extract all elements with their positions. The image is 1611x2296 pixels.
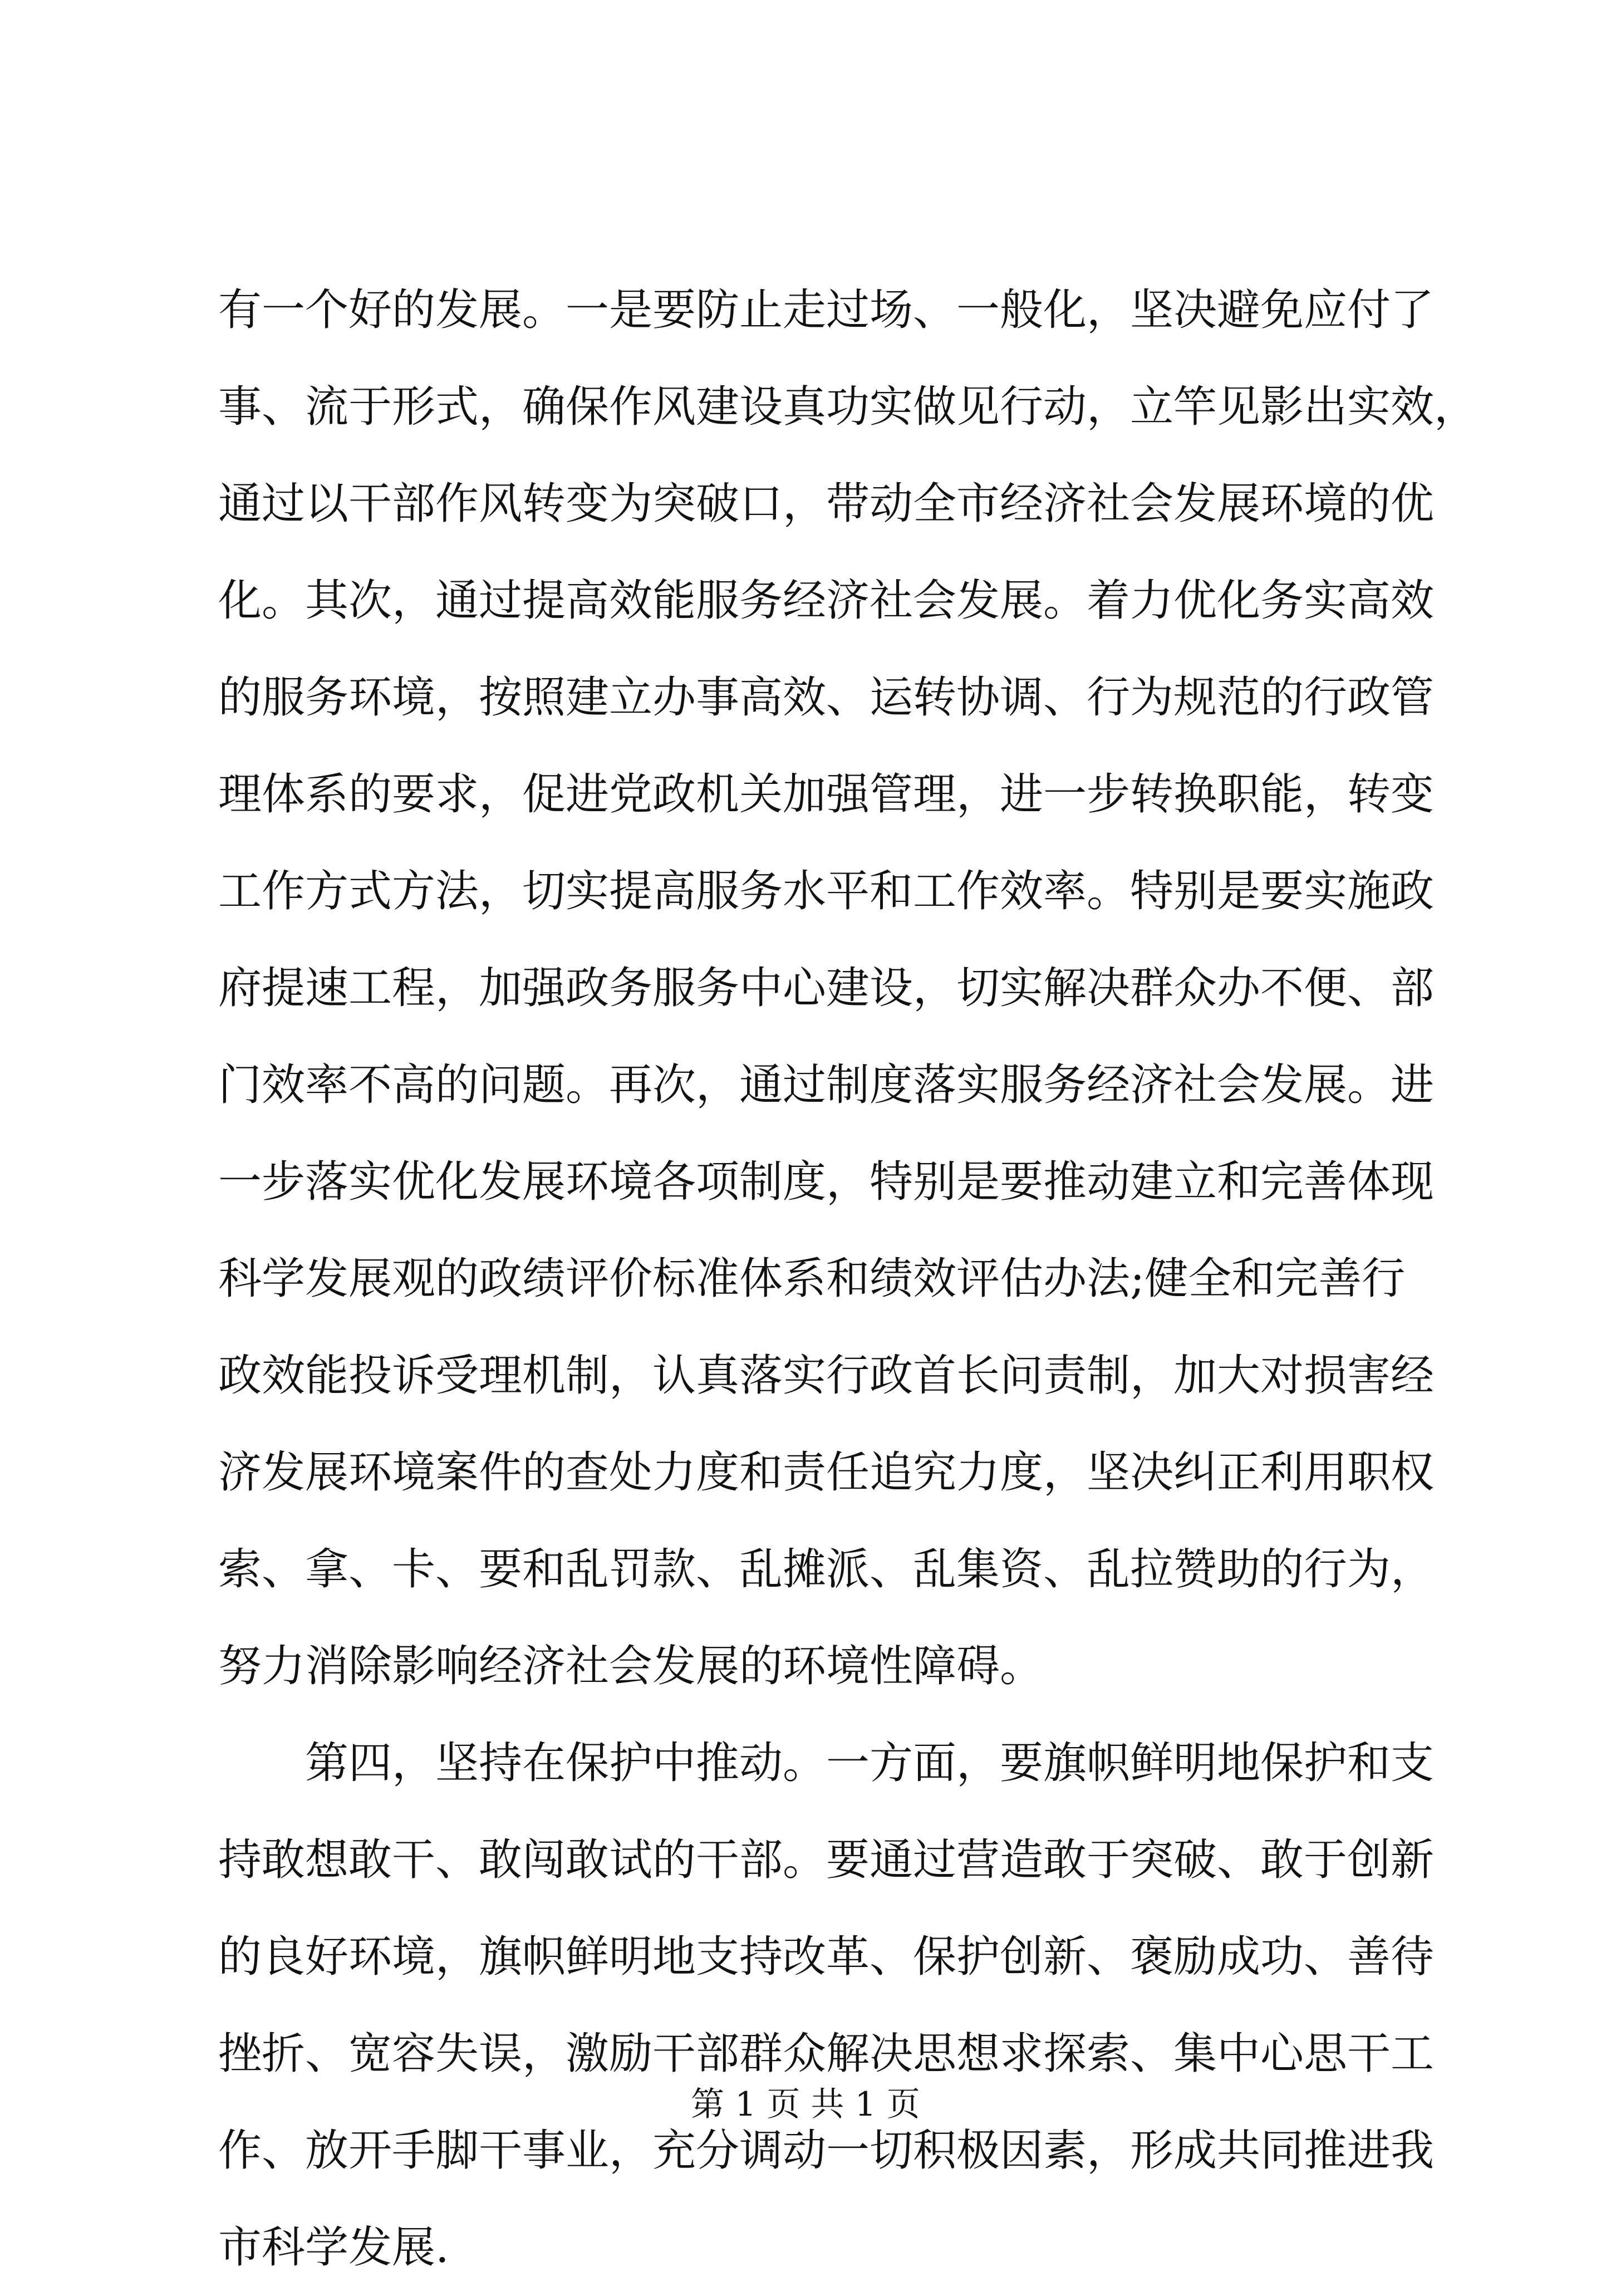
text-line: 济发展环境案件的查处力度和责任追究力度，坚决纠正利用职权 xyxy=(218,1448,1435,1498)
document-body xyxy=(218,262,1478,2296)
page-footer: 第 1 页 共 1 页 xyxy=(691,2085,920,2124)
text-line: 第四，坚持在保护中推动。一方面，要旗帜鲜明地保护和支 xyxy=(305,1738,1435,1788)
text-line: 持敢想敢干、敢闯敢试的干部。要通过营造敢于突破、敢于创新 xyxy=(218,1835,1435,1885)
text-line: 府提速工程，加强政务服务中心建设，切实解决群众办不便、部 xyxy=(218,963,1435,1013)
text-line: 努力消除影响经济社会发展的环境性障碍。 xyxy=(218,1641,1044,1691)
text-line: 作、放开手脚干事业，充分调动一切积极因素，形成共同推进我 xyxy=(218,2126,1435,2176)
text-line: 挫折、宽容失误，激励干部群众解决思想求探索、集中心思干工 xyxy=(218,2029,1435,2079)
text-line: 门效率不高的问题。再次，通过制度落实服务经济社会发展。进 xyxy=(218,1060,1435,1110)
text-line: 市科学发展. xyxy=(218,2223,449,2273)
text-line: 的良好环境，旗帜鲜明地支持改革、保护创新、褒励成功、善待 xyxy=(218,1932,1435,1982)
text-line: 化。其次，通过提高效能服务经济社会发展。着力优化务实高效 xyxy=(218,576,1435,626)
text-line: 政效能投诉受理机制，认真落实行政首长问责制，加大对损害经 xyxy=(218,1351,1435,1401)
paragraph xyxy=(218,262,1478,1715)
text-line: 科学发展观的政绩评价标准体系和绩效评估办法;健全和完善行 xyxy=(218,1254,1406,1304)
text-line: 索、拿、卡、要和乱罚款、乱摊派、乱集资、乱拉赞助的行为， xyxy=(218,1544,1435,1595)
text-line: 理体系的要求，促进党政机关加强管理，进一步转换职能，转变 xyxy=(218,769,1435,820)
text-line: 事、流于形式，确保作风建设真功实做见行动，立竿见影出实效， xyxy=(218,382,1478,432)
paragraph xyxy=(218,1715,1435,2296)
text-line: 通过以干部作风转变为突破口，带动全市经济社会发展环境的优 xyxy=(218,479,1435,529)
text-line: 工作方式方法，切实提高服务水平和工作效率。特别是要实施政 xyxy=(218,866,1435,916)
text-line: 一步落实优化发展环境各项制度，特别是要推动建立和完善体现 xyxy=(218,1157,1435,1207)
text-line: 有一个好的发展。一是要防止走过场、一般化，坚决避免应付了 xyxy=(218,285,1435,335)
text-line: 的服务环境，按照建立办事高效、运转协调、行为规范的行政管 xyxy=(218,673,1435,723)
